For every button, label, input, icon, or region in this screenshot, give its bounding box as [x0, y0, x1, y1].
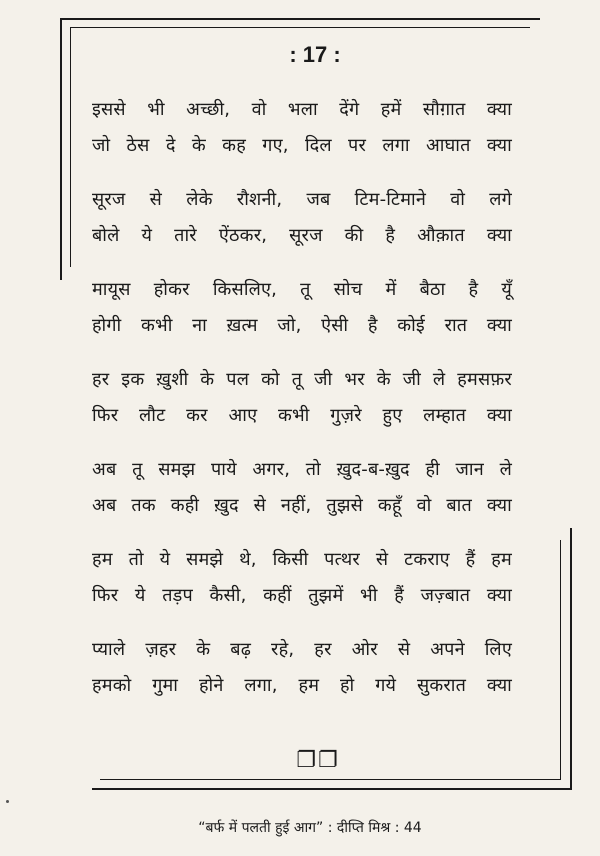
poem-line: मायूस होकर किसलिए, तू सोच में बैठा है यूँ: [92, 279, 512, 300]
poem-line: अब तक कही ख़ुद से नहीं, तुझसे कहूँ वो बात क्या: [92, 495, 512, 516]
poem-line: होगी कभी ना ख़त्म जो, ऐसी है कोई रात क्या: [92, 315, 512, 336]
stanza: [92, 452, 512, 524]
poem-line: प्याले ज़हर के बढ़ रहे, हर ओर से अपने लिए: [92, 639, 512, 660]
poem-line: जो ठेस दे के कह गए, दिल पर लगा आघात क्या: [92, 135, 512, 156]
border-bottom-line-inner: [100, 779, 561, 780]
stanza: [92, 272, 512, 344]
poem-line: अब तू समझ पाये अगर, तो ख़ुद-ब-ख़ुद ही जान ले: [92, 459, 512, 480]
border-top-line: [60, 18, 540, 20]
stanza: [92, 542, 512, 614]
border-top-line-inner: [70, 27, 530, 28]
border-bottom-line: [92, 788, 572, 790]
poem-body: [92, 92, 512, 704]
stanza: [92, 92, 512, 164]
page-footer: “बर्फ में पलती हुई आग” : दीप्ति मिश्र : 44: [198, 820, 422, 836]
print-speck: [6, 800, 9, 803]
stanza: [92, 362, 512, 434]
poem-line: फिर लौट कर आए कभी गुज़रे हुए लम्हात क्या: [92, 405, 512, 426]
poem-line: बोले ये तारे ऐंठकर, सूरज की है औक़ात क्या: [92, 225, 512, 246]
page-number-heading: : 17 :: [289, 42, 341, 67]
stanza: [92, 182, 512, 254]
poem-line: हर इक ख़ुशी के पल को तू जी भर के जी ले हमसफ़र: [92, 369, 512, 390]
section-end-ornament: ❐❐: [296, 748, 340, 773]
poem-line: सूरज से लेके रौशनी, जब टिम-टिमाने वो लगे: [92, 189, 512, 210]
poem-line: हम तो ये समझे थे, किसी पत्थर से टकराए हैं हम: [92, 549, 512, 570]
border-right-line-inner: [560, 540, 561, 780]
stanza: [92, 632, 512, 704]
poem-line: फिर ये तड़प कैसी, कहीं तुझमें भी हैं जज़्बात क्या: [92, 585, 512, 606]
poem-line: इससे भी अच्छी, वो भला देंगे हमें सौग़ात क्या: [92, 99, 512, 120]
poem-line: हमको गुमा होने लगा, हम हो गये सुकरात क्या: [92, 675, 512, 696]
